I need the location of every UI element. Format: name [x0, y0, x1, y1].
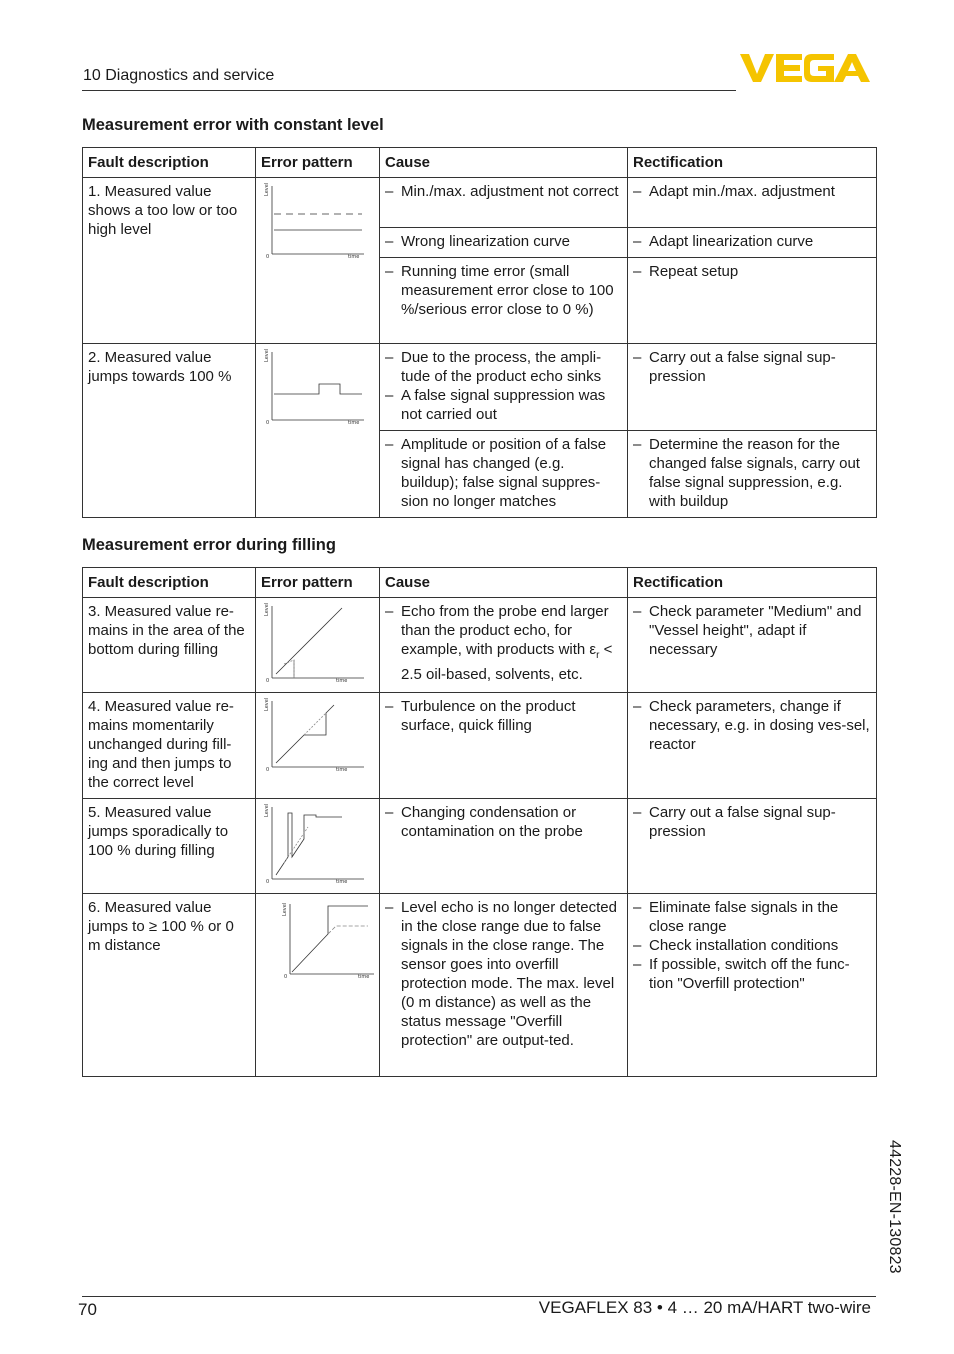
axis-origin-label: 0	[266, 678, 270, 684]
pattern-cell	[256, 598, 380, 693]
rectification-text: Check installation conditions	[649, 937, 839, 954]
axis-time-label: time	[348, 420, 360, 426]
pattern-2	[264, 348, 364, 428]
axis-time-label: time	[358, 974, 370, 980]
section-title: 10 Diagnostics and service	[83, 67, 275, 84]
cause-text: Min./max. adjustment not correct	[401, 183, 619, 200]
axis-level-label: Level	[282, 902, 288, 916]
cause-text: Changing condensation or contamination on the probe	[401, 804, 583, 840]
rectification-text: Eliminate false signals in the close range	[649, 899, 839, 935]
axis-origin-label: 0	[266, 767, 270, 773]
pattern-cell	[256, 693, 380, 799]
cause-text: Due to the process, the ampli-tude of the product echo sinks	[401, 349, 602, 385]
footer-rule	[82, 1296, 876, 1297]
pattern-4	[264, 697, 364, 781]
axis-origin-label: 0	[266, 879, 270, 885]
cause-text: Turbulence on the product surface, quick filling	[401, 698, 576, 734]
header-rule	[82, 90, 736, 91]
col-cause: Cause	[380, 568, 628, 598]
vega-logo	[740, 52, 872, 84]
axis-time-label: time	[336, 879, 348, 885]
fault-cell: 2. Measured value jumps towards 100 %	[83, 344, 256, 518]
pattern-6	[264, 898, 374, 982]
axis-time-label: time	[348, 254, 360, 260]
cause-text: Echo from the probe end larger than the product echo, for example, with products with $\varepsilon_r < 2.5$ oil-based, solvents, etc.	[401, 603, 613, 683]
rectification-text: Carry out a false signal sup-pression	[649, 804, 836, 840]
cause-text: A false signal suppression was not carried out	[401, 387, 606, 423]
axis-level-label: Level	[264, 182, 270, 196]
pattern-cell	[256, 799, 380, 894]
axis-time-label: time	[336, 678, 348, 684]
axis-level-label: Level	[264, 348, 270, 362]
pattern-cell	[256, 894, 380, 1077]
axis-origin-label: 0	[284, 974, 288, 980]
rectification-text: Adapt min./max. adjustment	[649, 183, 835, 200]
col-error-pattern: Error pattern	[256, 568, 380, 598]
fault-cell: 1. Measured value shows a too low or too high level	[83, 178, 256, 344]
rectification-text: If possible, switch off the func-tion "Overfill protection"	[649, 956, 850, 992]
pattern-1	[264, 182, 364, 262]
col-fault-description: Fault description	[83, 148, 256, 178]
col-rectification: Rectification	[628, 568, 877, 598]
cause-text: Level echo is no longer detected in the close range due to false signals in the close range. The sensor goes into overfill protection mode. The max. level (0 m distance) as well as the status message "Overfill protection" are output-ted.	[401, 899, 617, 1049]
cause-text: Amplitude or position of a false signal has changed (e.g. buildup); false signal suppres-sion no longer matches	[401, 436, 607, 510]
axis-origin-label: 0	[266, 420, 270, 426]
axis-level-label: Level	[264, 803, 270, 817]
fault-cell: 5. Measured value jumps sporadically to 100 % during filling	[83, 799, 256, 894]
fault-cell: 4. Measured value re-mains momentarily unchanged during fill-ing and then jumps to the correct level	[83, 693, 256, 799]
rectification-text: Adapt linearization curve	[649, 233, 814, 250]
pattern-5	[264, 803, 364, 887]
axis-level-label: Level	[264, 602, 270, 616]
col-error-pattern: Error pattern	[256, 148, 380, 178]
fault-cell: 3. Measured value re-mains in the area of the bottom during filling	[83, 598, 256, 693]
constant-level-table: Fault description Error pattern Cause Rectification 1. Measured value shows a too low or too high level Level 0 time – Min./max. adjustment not correct – Adapt min./max. adjustment – Wrong linearization curve – Adapt linearization curve – Running time error (small measurement error close to 100 %/serious error close to 0 %) – Repeat setup 2. Measured value jumps towards 100 % Level 0 time – Due to the process, the ampli-tude of the product echo sinks – A false signal suppression was not carried out – Carry out a false signal sup-pression – Amplitude or position of a false signal has changed (e.g. buildup); false signal suppres-sion no longer matches – Determine the reason for the changed false signals, carry out false signal suppression, e.g. with buildup	[82, 147, 877, 518]
col-rectification: Rectification	[628, 148, 877, 178]
axis-time-label: time	[336, 767, 348, 773]
pattern-cell	[256, 344, 380, 518]
document-id: 44228-EN-130823	[886, 1140, 903, 1274]
footer-product-title: VEGAFLEX 83 • 4 … 20 mA/HART two-wire	[538, 1298, 871, 1317]
table2-heading: Measurement error during filling	[82, 536, 336, 554]
cause-text: Wrong linearization curve	[401, 233, 570, 250]
axis-origin-label: 0	[266, 254, 270, 260]
rectification-text: Determine the reason for the changed false signals, carry out false signal suppression, e.g. with buildup	[649, 436, 860, 510]
col-cause: Cause	[380, 148, 628, 178]
rectification-text: Carry out a false signal sup-pression	[649, 349, 836, 385]
axis-level-label: Level	[264, 697, 270, 711]
pattern-3	[264, 602, 364, 686]
cause-text: Running time error (small measurement error close to 100 %/serious error close to 0 %)	[401, 263, 614, 318]
table1-heading: Measurement error with constant level	[82, 116, 384, 134]
rectification-text: Repeat setup	[649, 263, 739, 280]
rectification-text: Check parameters, change if necessary, e.g. in dosing ves-sel, reactor	[649, 698, 870, 753]
rectification-text: Check parameter "Medium" and "Vessel height", adapt if necessary	[649, 603, 862, 658]
page-number: 70	[78, 1300, 97, 1319]
col-fault-description: Fault description	[83, 568, 256, 598]
fault-cell: 6. Measured value jumps to ≥ 100 % or 0 m distance	[83, 894, 256, 1077]
pattern-cell	[256, 178, 380, 344]
filling-error-table: Fault description Error pattern Cause Rectification 3. Measured value re-mains in the area of the bottom during filling Level 0 time – Echo from the probe end larger than the product echo, for example, with products with $\varepsilon_r < 2.5$ oil-based, solvents, etc. – Check parameter "Medium" and "Vessel height", adapt if necessary 4. Measured value re-mains momentarily unchanged during fill-ing and then jumps to the correct level Level 0 time – Turbulence on the product surface, quick filling – Check parameters, change if necessary, e.g. in dosing ves-sel, reactor 5. Measured value jumps sporadically to 100 % during filling Level 0 time – Changing condensation or contamination on the probe – Carry out a false signal sup-pression 6. Measured value jumps to ≥ 100 % or 0 m distance Level 0 time – Level echo is no longer detected in the close range due to false signals in the close range. The sensor goes into overfill protection mode. The max. level (0 m distance) as well as the status message "Overfill protection" are output-ted. – Eliminate false signals in the close range – Check installation conditions – If possible, switch off the func-tion "Overfill protection"	[82, 567, 877, 1077]
